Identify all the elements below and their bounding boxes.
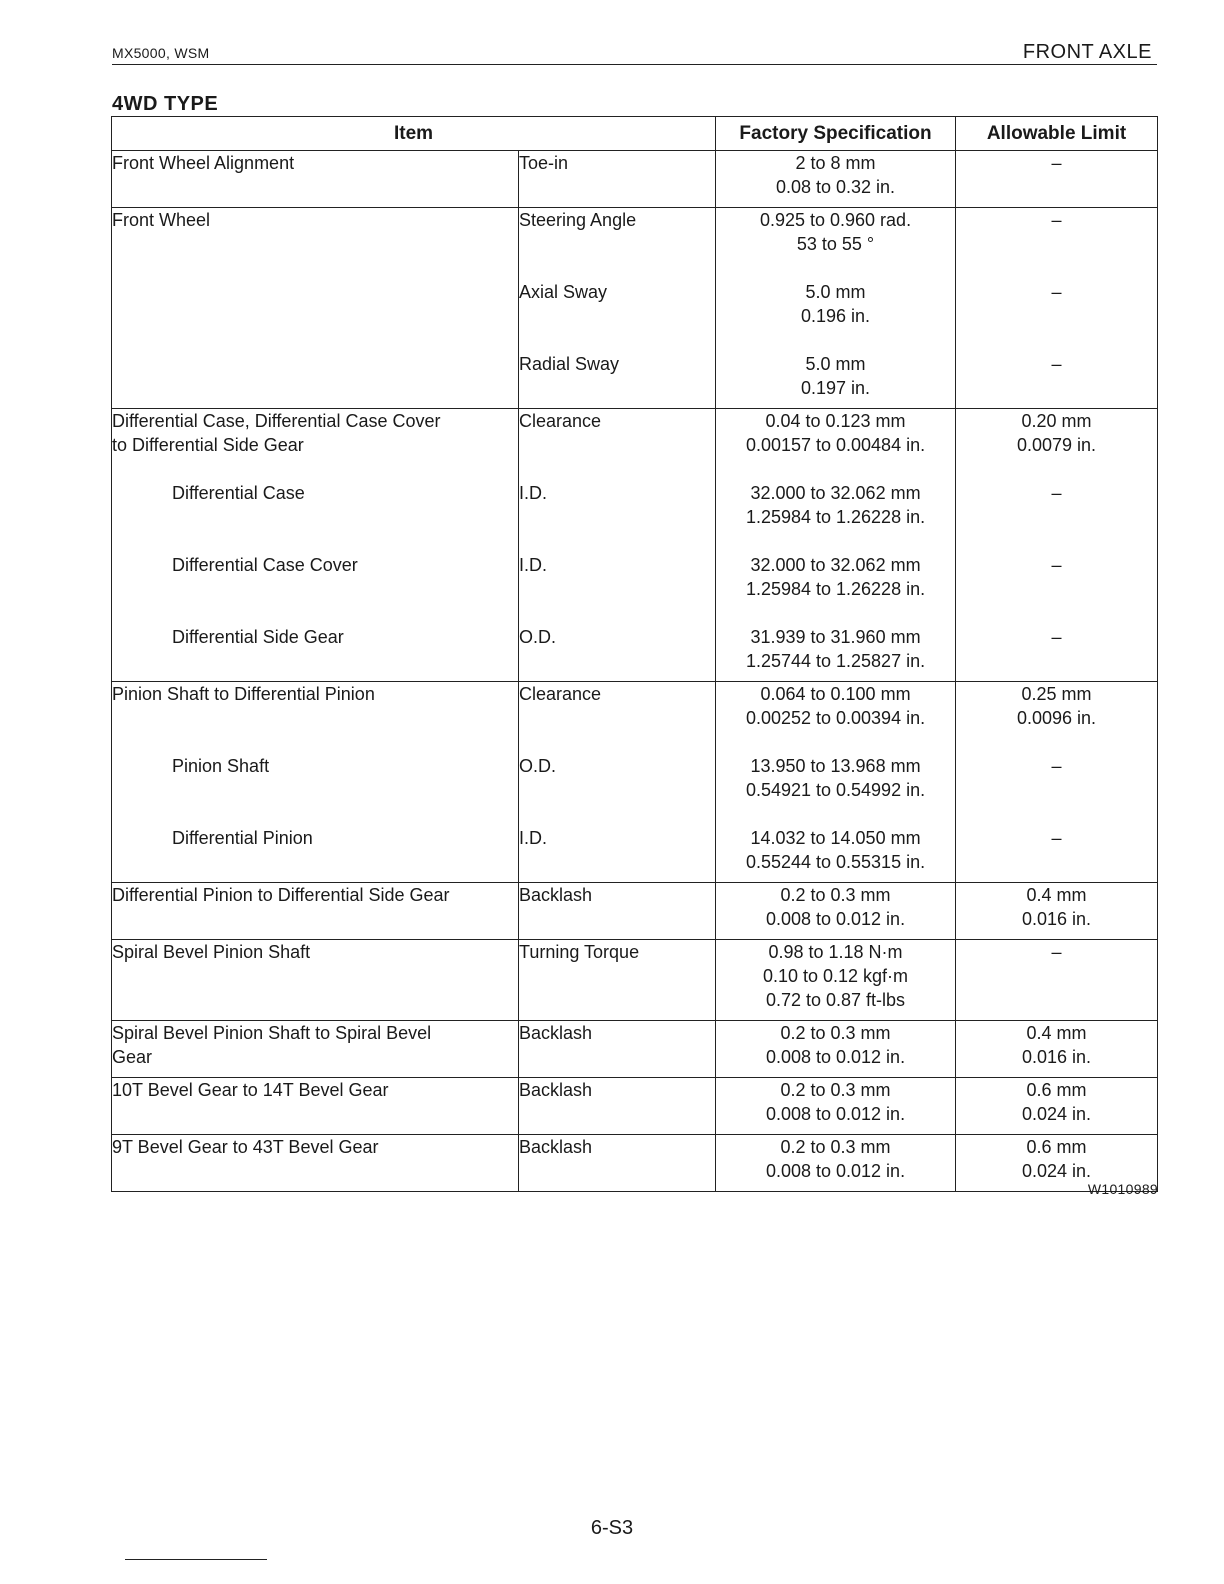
measure-label: O.D. xyxy=(519,627,557,647)
limit-line: – xyxy=(1051,483,1062,503)
limit-line: 0.4 mm xyxy=(1026,885,1087,905)
item-label: 9T Bevel Gear to 43T Bevel Gear xyxy=(112,1137,379,1157)
measure-label: Radial Sway xyxy=(519,354,620,374)
measure-cell xyxy=(519,1021,716,1078)
item-slot xyxy=(112,1135,518,1191)
header-rule xyxy=(112,64,1157,65)
limit-line: 0.024 in. xyxy=(1021,1161,1092,1181)
item-label: Gear xyxy=(112,1047,153,1067)
item-slot xyxy=(112,352,518,408)
spec-line: 0.72 to 0.87 ft-lbs xyxy=(765,990,906,1010)
measure-label: O.D. xyxy=(519,756,557,776)
item-cell xyxy=(112,940,519,1021)
spec-values xyxy=(716,151,955,207)
spec-line: 53 to 55 ° xyxy=(796,234,875,254)
limit-line: 0.0079 in. xyxy=(1016,435,1097,455)
measure-label: Backlash xyxy=(519,1023,593,1043)
spec-values xyxy=(716,208,955,280)
spec-values xyxy=(716,625,955,681)
factory-spec-cell xyxy=(716,409,956,682)
spec-line: 0.00252 to 0.00394 in. xyxy=(745,708,926,728)
footer-rule xyxy=(125,1559,267,1560)
sub-item-label: Differential Case xyxy=(172,483,305,503)
measure-cell xyxy=(519,409,716,682)
item-cell xyxy=(112,409,519,682)
spec-line: 1.25984 to 1.26228 in. xyxy=(745,507,926,527)
spec-values xyxy=(716,352,955,408)
sub-item-label: Differential Side Gear xyxy=(172,627,344,647)
header-chapter-title: FRONT AXLE xyxy=(1022,41,1152,63)
spec-row xyxy=(112,883,1158,940)
limit-values xyxy=(956,754,1157,826)
spec-line: 0.98 to 1.18 N·m xyxy=(768,942,903,962)
limit-values xyxy=(956,682,1157,754)
measure-cell xyxy=(519,151,716,208)
limit-line: – xyxy=(1051,942,1062,962)
factory-spec-cell xyxy=(716,682,956,883)
measure-cell xyxy=(519,940,716,1021)
limit-values xyxy=(956,151,1157,207)
limit-line: – xyxy=(1051,282,1062,302)
factory-spec-cell xyxy=(716,151,956,208)
limit-line: – xyxy=(1051,828,1062,848)
spec-line: 0.2 to 0.3 mm xyxy=(780,1023,891,1043)
spec-row xyxy=(112,208,1158,409)
item-cell xyxy=(112,1135,519,1192)
limit-line: – xyxy=(1051,756,1062,776)
limit-values xyxy=(956,208,1157,280)
header-allowable-limit: Allowable Limit xyxy=(956,117,1158,151)
limit-values xyxy=(956,883,1157,939)
spec-line: 5.0 mm xyxy=(805,354,866,374)
spec-line: 0.2 to 0.3 mm xyxy=(780,1080,891,1100)
spec-values xyxy=(716,754,955,826)
limit-line: 0.016 in. xyxy=(1021,909,1092,929)
allowable-limit-cell xyxy=(956,1078,1158,1135)
item-cell xyxy=(112,883,519,940)
limit-line: 0.25 mm xyxy=(1021,684,1092,704)
spec-values xyxy=(716,883,955,939)
header-item: Item xyxy=(112,117,716,151)
item-label: Differential Case, Differential Case Cover xyxy=(112,411,441,431)
allowable-limit-cell xyxy=(956,151,1158,208)
item-slot xyxy=(112,208,518,280)
page-number: 6-S3 xyxy=(590,1517,634,1539)
item-slot xyxy=(112,682,518,754)
item-slot xyxy=(112,280,518,352)
spec-line: 0.008 to 0.012 in. xyxy=(765,1047,906,1067)
allowable-limit-cell xyxy=(956,1021,1158,1078)
spec-line: 0.008 to 0.012 in. xyxy=(765,1104,906,1124)
item-slot xyxy=(112,481,518,553)
limit-line: 0.6 mm xyxy=(1026,1137,1087,1157)
document-code: W1010989 xyxy=(1087,1181,1158,1197)
spec-row xyxy=(112,1078,1158,1135)
spec-line: 0.008 to 0.012 in. xyxy=(765,909,906,929)
item-label: Spiral Bevel Pinion Shaft to Spiral Bevel xyxy=(112,1023,432,1043)
limit-line: – xyxy=(1051,153,1062,173)
spec-values xyxy=(716,826,955,882)
factory-spec-cell xyxy=(716,208,956,409)
spec-table xyxy=(111,116,1158,1192)
limit-line: – xyxy=(1051,354,1062,374)
limit-line: 0.20 mm xyxy=(1021,411,1092,431)
measure-label: Clearance xyxy=(519,411,602,431)
item-label: 10T Bevel Gear to 14T Bevel Gear xyxy=(112,1080,389,1100)
header-doc-code: MX5000, WSM xyxy=(112,45,210,61)
limit-line: – xyxy=(1051,555,1062,575)
spec-line: 0.54921 to 0.54992 in. xyxy=(745,780,926,800)
measure-label: Turning Torque xyxy=(519,942,640,962)
spec-values xyxy=(716,553,955,625)
spec-line: 31.939 to 31.960 mm xyxy=(750,627,921,647)
spec-line: 0.2 to 0.3 mm xyxy=(780,885,891,905)
measure-cell xyxy=(519,682,716,883)
spec-values xyxy=(716,1135,955,1191)
measure-cell xyxy=(519,883,716,940)
allowable-limit-cell xyxy=(956,208,1158,409)
spec-values xyxy=(716,940,955,1020)
spec-line: 32.000 to 32.062 mm xyxy=(750,555,921,575)
limit-values xyxy=(956,1021,1157,1077)
spec-line: 2 to 8 mm xyxy=(795,153,876,173)
spec-line: 0.064 to 0.100 mm xyxy=(760,684,911,704)
spec-values xyxy=(716,682,955,754)
limit-line: 0.6 mm xyxy=(1026,1080,1087,1100)
spec-values xyxy=(716,280,955,352)
limit-values xyxy=(956,280,1157,352)
spec-line: 5.0 mm xyxy=(805,282,866,302)
spec-line: 1.25984 to 1.26228 in. xyxy=(745,579,926,599)
measure-cell xyxy=(519,208,716,409)
spec-line: 0.04 to 0.123 mm xyxy=(765,411,906,431)
spec-line: 13.950 to 13.968 mm xyxy=(750,756,921,776)
item-slot xyxy=(112,625,518,681)
measure-label: Clearance xyxy=(519,684,602,704)
item-cell xyxy=(112,1021,519,1078)
sub-item-label: Pinion Shaft xyxy=(172,756,270,776)
measure-label: I.D. xyxy=(519,483,548,503)
item-label: Differential Pinion to Differential Side Gear xyxy=(112,885,450,905)
measure-label: Backlash xyxy=(519,885,593,905)
spec-line: 0.197 in. xyxy=(800,378,871,398)
item-slot xyxy=(112,940,518,1020)
limit-values xyxy=(956,409,1157,481)
allowable-limit-cell xyxy=(956,409,1158,682)
measure-cell xyxy=(519,1135,716,1192)
limit-values xyxy=(956,553,1157,625)
spec-line: 0.08 to 0.32 in. xyxy=(775,177,896,197)
spec-line: 0.2 to 0.3 mm xyxy=(780,1137,891,1157)
spec-line: 14.032 to 14.050 mm xyxy=(750,828,921,848)
allowable-limit-cell xyxy=(956,883,1158,940)
measure-label: Toe-in xyxy=(519,153,569,173)
item-cell xyxy=(112,208,519,409)
spec-row xyxy=(112,940,1158,1021)
sub-item-label: Differential Pinion xyxy=(172,828,313,848)
limit-values xyxy=(956,352,1157,408)
measure-cell xyxy=(519,1078,716,1135)
spec-row xyxy=(112,151,1158,208)
spec-values xyxy=(716,409,955,481)
spec-line: 0.10 to 0.12 kgf·m xyxy=(762,966,909,986)
limit-line: 0.4 mm xyxy=(1026,1023,1087,1043)
item-slot xyxy=(112,826,518,882)
limit-line: – xyxy=(1051,210,1062,230)
item-label: Pinion Shaft to Differential Pinion xyxy=(112,684,375,704)
spec-line: 0.55244 to 0.55315 in. xyxy=(745,852,926,872)
measure-label: I.D. xyxy=(519,828,548,848)
spec-row xyxy=(112,1135,1158,1192)
section-title: 4WD TYPE xyxy=(112,93,219,115)
allowable-limit-cell xyxy=(956,940,1158,1021)
spec-line: 0.00157 to 0.00484 in. xyxy=(745,435,926,455)
item-slot xyxy=(112,883,518,939)
measure-label: Backlash xyxy=(519,1137,593,1157)
spec-values xyxy=(716,1078,955,1134)
factory-spec-cell xyxy=(716,1135,956,1192)
item-label: Front Wheel xyxy=(112,210,211,230)
factory-spec-cell xyxy=(716,940,956,1021)
limit-values xyxy=(956,625,1157,681)
item-label: Spiral Bevel Pinion Shaft xyxy=(112,942,311,962)
limit-values xyxy=(956,481,1157,553)
item-cell xyxy=(112,682,519,883)
item-label: to Differential Side Gear xyxy=(112,435,304,455)
limit-line: – xyxy=(1051,627,1062,647)
factory-spec-cell xyxy=(716,883,956,940)
item-slot xyxy=(112,151,518,207)
spec-row xyxy=(112,1021,1158,1078)
item-slot xyxy=(112,553,518,625)
item-cell xyxy=(112,1078,519,1135)
item-cell xyxy=(112,151,519,208)
item-slot xyxy=(112,754,518,826)
limit-values xyxy=(956,940,1157,1020)
spec-table-header-row xyxy=(112,117,1158,151)
limit-values xyxy=(956,1078,1157,1134)
sub-item-label: Differential Case Cover xyxy=(172,555,358,575)
limit-line: 0.0096 in. xyxy=(1016,708,1097,728)
spec-table-body xyxy=(112,151,1158,1192)
item-slot xyxy=(112,1078,518,1134)
spec-row xyxy=(112,409,1158,682)
measure-label: Backlash xyxy=(519,1080,593,1100)
spec-line: 32.000 to 32.062 mm xyxy=(750,483,921,503)
limit-line: 0.016 in. xyxy=(1021,1047,1092,1067)
item-slot xyxy=(112,1021,518,1077)
spec-values xyxy=(716,1021,955,1077)
item-label: Front Wheel Alignment xyxy=(112,153,295,173)
limit-values xyxy=(956,826,1157,882)
limit-line: 0.024 in. xyxy=(1021,1104,1092,1124)
factory-spec-cell xyxy=(716,1021,956,1078)
header-factory-spec: Factory Specification xyxy=(716,117,956,151)
spec-line: 0.925 to 0.960 rad. xyxy=(759,210,912,230)
spec-row xyxy=(112,682,1158,883)
measure-label: Axial Sway xyxy=(519,282,608,302)
spec-line: 1.25744 to 1.25827 in. xyxy=(745,651,926,671)
item-slot xyxy=(112,409,518,481)
spec-values xyxy=(716,481,955,553)
factory-spec-cell xyxy=(716,1078,956,1135)
spec-line: 0.008 to 0.012 in. xyxy=(765,1161,906,1181)
measure-label: Steering Angle xyxy=(519,210,637,230)
allowable-limit-cell xyxy=(956,682,1158,883)
measure-label: I.D. xyxy=(519,555,548,575)
spec-line: 0.196 in. xyxy=(800,306,871,326)
